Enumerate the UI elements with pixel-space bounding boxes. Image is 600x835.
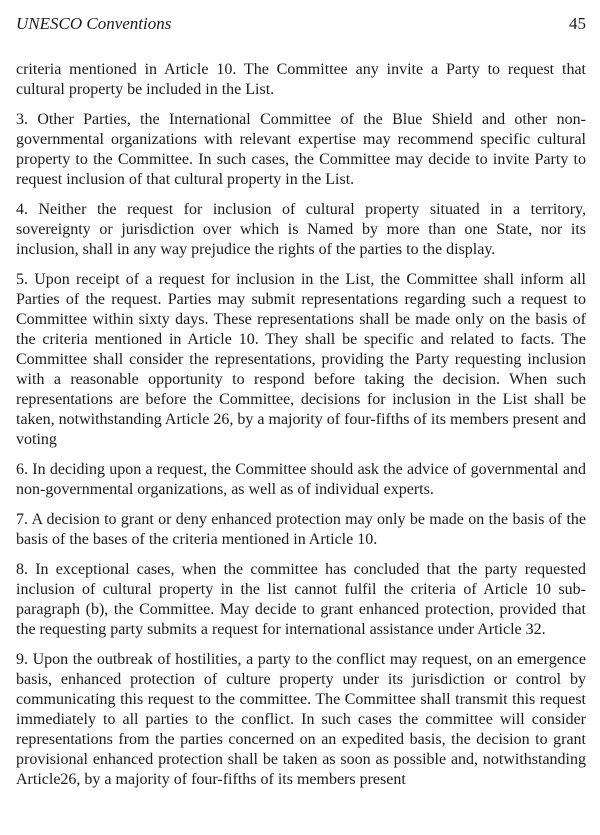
- running-title: UNESCO Conventions: [16, 14, 172, 33]
- running-head: [16, 14, 586, 38]
- paragraph-8: 8. In exceptional cases, when the committee has concluded that the party requested inclusion of cultural property in the list cannot fulfil the criteria of Article 10 sub-paragraph (b), the Committee. May decide to grant enhanced protection, provided that the requesting party submits a request for international assistance under Article 32.: [16, 561, 586, 638]
- paragraph-6: 6. In deciding upon a request, the Committee should ask the advice of governmental and non-governmental organizations, as well as of individual experts.: [16, 461, 586, 498]
- page-number: 45: [569, 14, 586, 33]
- paragraph-3: 3. Other Parties, the International Committee of the Blue Shield and other non-governmental organizations with relevant expertise may recommend specific cultural property to the Committee. In such cases, the Committee may decide to invite Party to request inclusion of that cultural property in the List.: [16, 111, 586, 188]
- paragraph-9: 9. Upon the outbreak of hostilities, a party to the conflict may request, on an emergence basis, enhanced protection of culture property under its jurisdiction or control by communicating this request to the committee. The Committee shall transmit this request immediately to all parties to the conflict. In such cases the committee will consider representations from the parties concerned on an expedited basis, the decision to grant provisional enhanced protection shall be taken as soon as possible and, notwithstanding Article26, by a majority of four-fifths of its members present: [16, 651, 586, 788]
- paragraph-5: 5. Upon receipt of a request for inclusion in the List, the Committee shall inform all Parties of the request. Parties may submit representations regarding such a request to Committee within sixty days. These representations shall be made only on the basis of the criteria mentioned in Article 10. They shall be specific and related to facts. The Committee shall consider the representations, providing the Party requesting inclusion with a reasonable opportunity to respond before taking the decision. When such representations are before the Committee, decisions for inclusion in the List shall be taken, notwithstanding Article 26, by a majority of four-fifths of its members present and voting: [16, 271, 586, 448]
- paragraph-4: 4. Neither the request for inclusion of cultural property situated in a territory, sovereignty or jurisdiction over which is Named by more than one State, nor its inclusion, shall in any way prejudice the rights of the parties to the display.: [16, 201, 586, 258]
- paragraph-continued: criteria mentioned in Article 10. The Committee any invite a Party to request that cultural property be included in the List.: [16, 61, 586, 98]
- document-page: [16, 14, 586, 800]
- paragraph-7: 7. A decision to grant or deny enhanced protection may only be made on the basis of the basis of the bases of the criteria mentioned in Article 10.: [16, 511, 586, 548]
